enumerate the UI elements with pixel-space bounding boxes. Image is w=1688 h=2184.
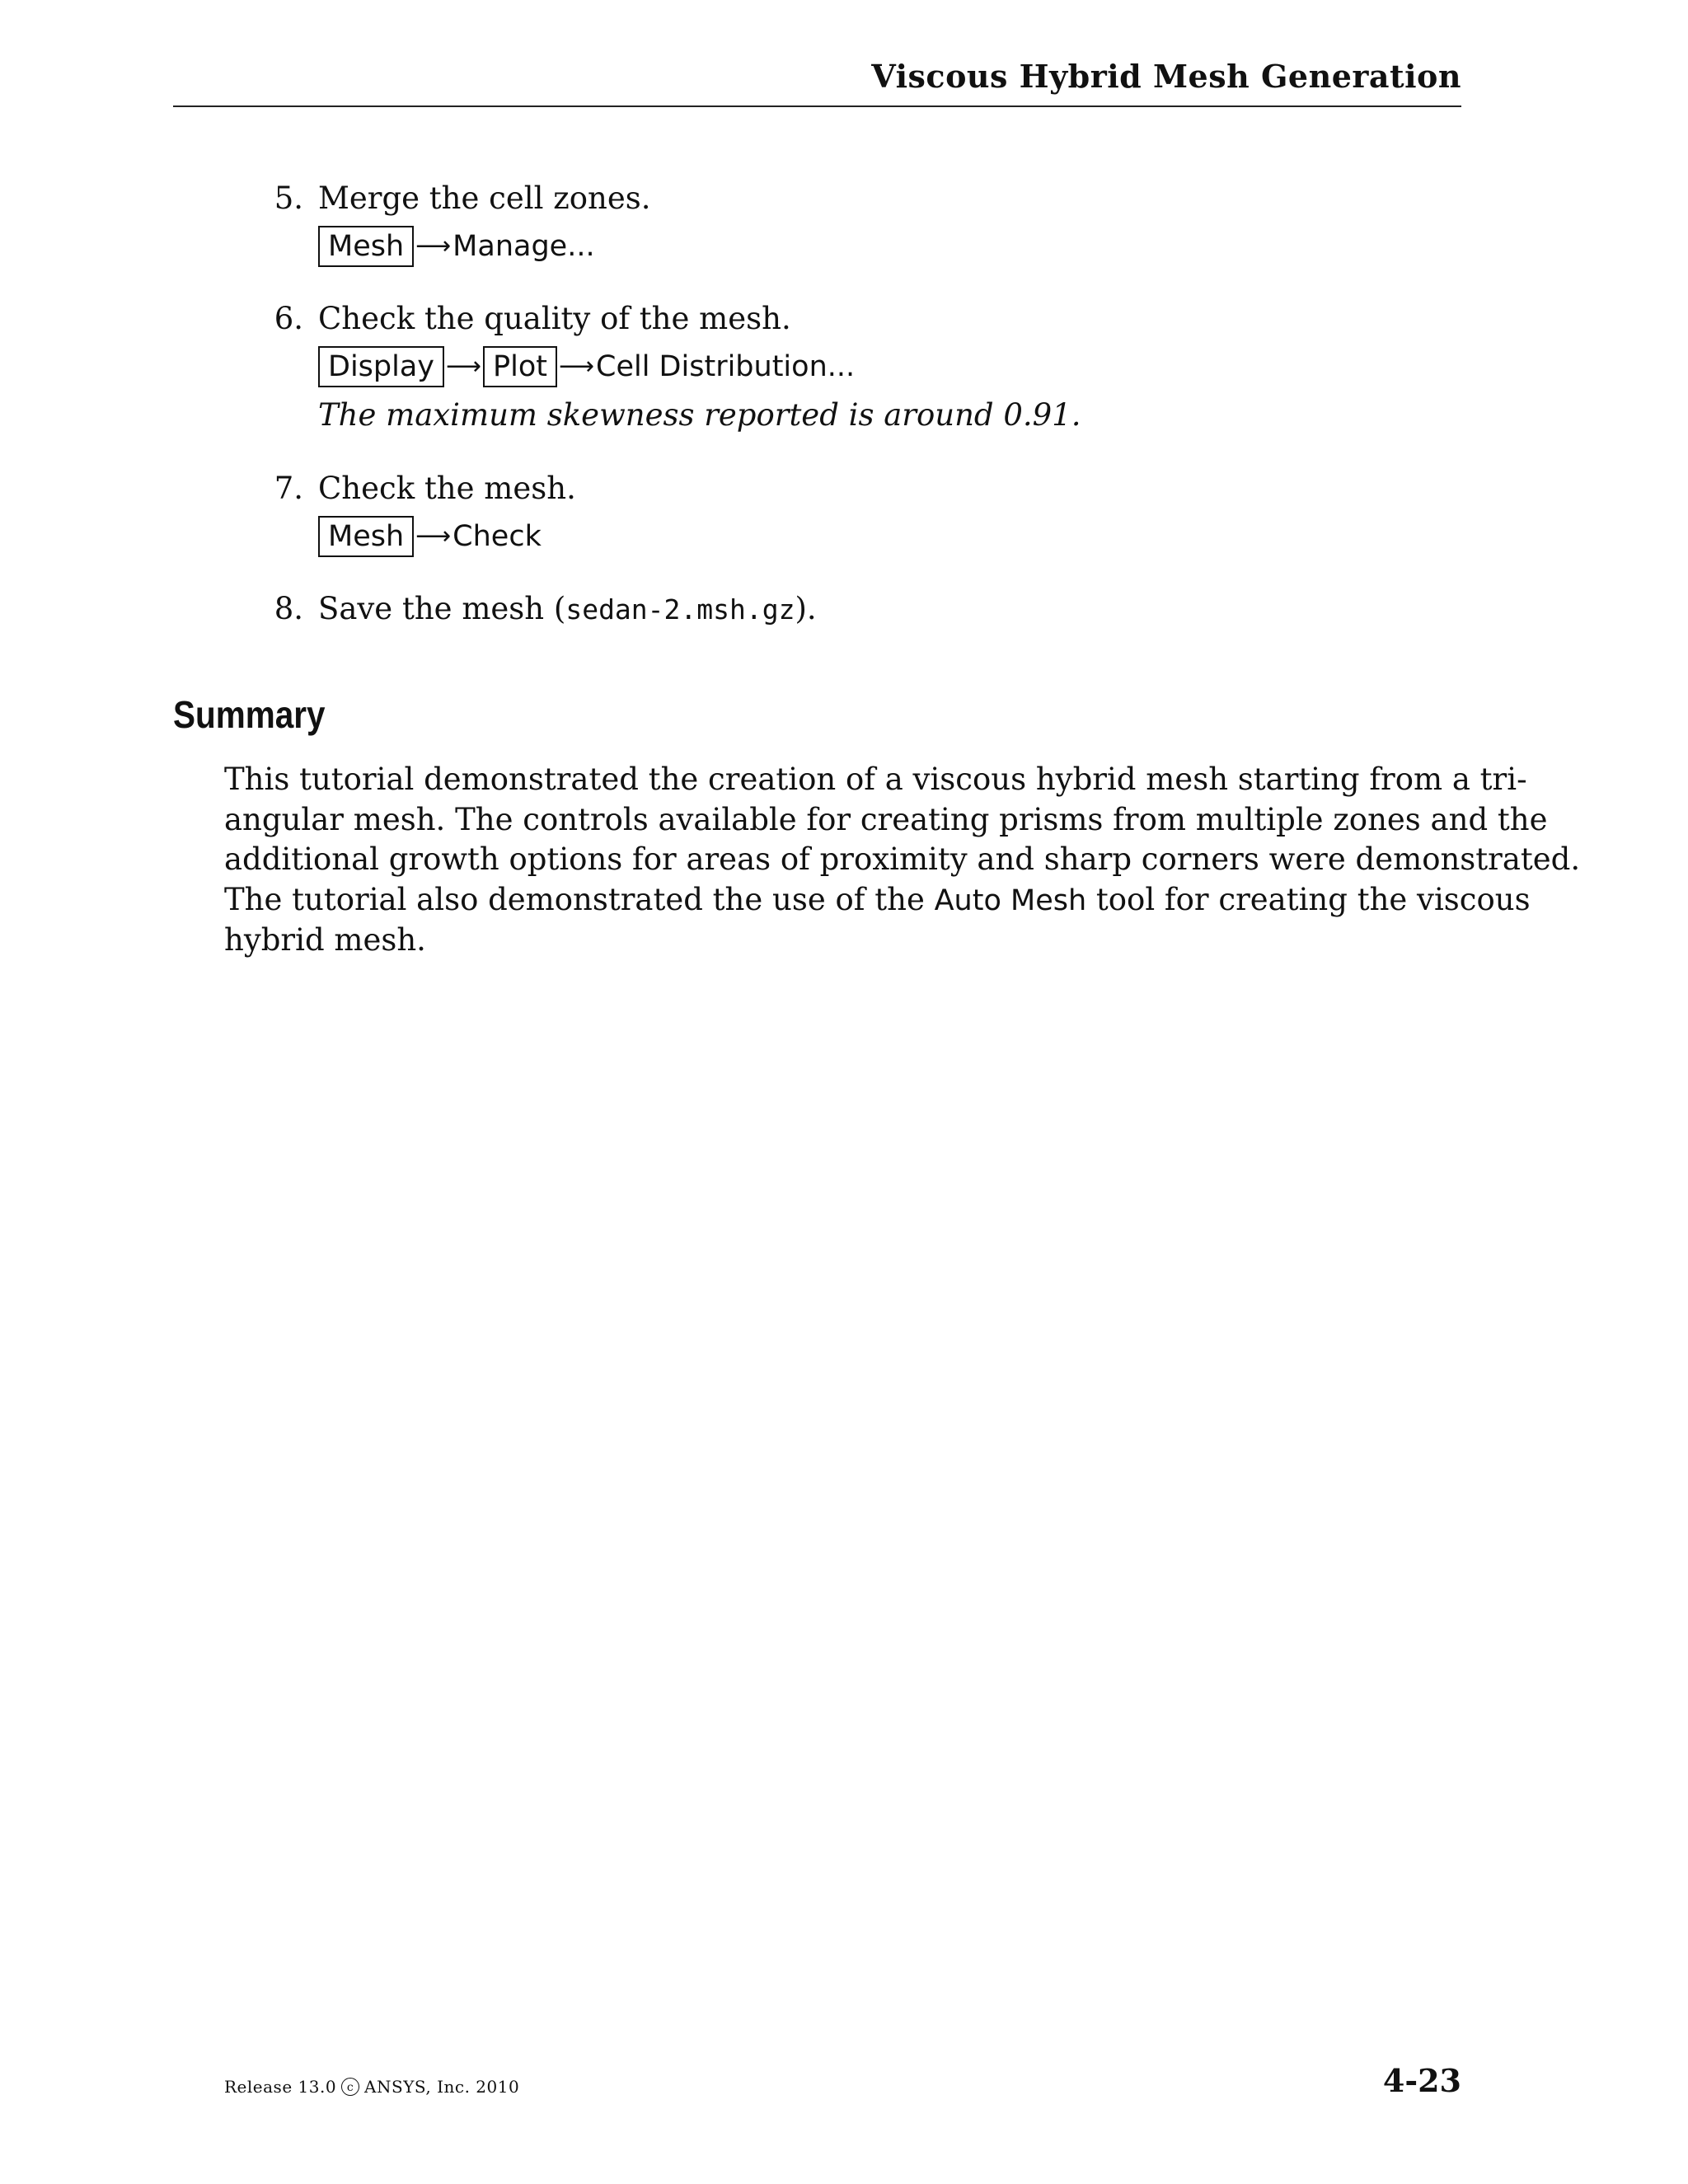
copyright-icon: c	[341, 2078, 359, 2096]
menu-display-button[interactable]: Display	[318, 346, 444, 387]
step-8	[262, 585, 1461, 634]
summary-line	[224, 880, 1531, 921]
running-header-title: Viscous Hybrid Mesh Generation	[871, 58, 1461, 95]
menu-mesh-button[interactable]: Mesh	[318, 226, 414, 267]
menu-path	[303, 223, 1461, 270]
summary-line: hybrid mesh.	[224, 922, 426, 958]
skewness-note: The maximum skewness reported is around 0.91.	[318, 397, 1081, 433]
arrow-icon: ⟶	[415, 232, 452, 260]
step-6	[262, 295, 1461, 440]
arrow-icon: ⟶	[446, 352, 482, 381]
menu-item-cell-distribution[interactable]: Cell Distribution...	[596, 350, 856, 383]
summary-line: additional growth options for areas of proximity and sharp corners were demonstrated.	[224, 841, 1581, 877]
section-heading-summary: Summary	[173, 693, 326, 736]
step-5	[262, 175, 1461, 270]
step-number: 8.	[274, 591, 303, 626]
summary-line: This tutorial demonstrated the creation of a viscous hybrid mesh starting from a tri-	[224, 762, 1527, 797]
menu-item-check[interactable]: Check	[452, 520, 542, 553]
step-text: Merge the cell zones.	[318, 180, 651, 216]
menu-plot-button[interactable]: Plot	[483, 346, 557, 387]
auto-mesh-tool-name: Auto Mesh	[934, 883, 1087, 917]
summary-paragraph	[224, 760, 1581, 961]
release-text: Release 13.0	[224, 2077, 337, 2097]
steps-list	[262, 175, 1461, 658]
step-number: 6.	[274, 301, 303, 336]
company-text: ANSYS, Inc. 2010	[364, 2077, 520, 2097]
step-text: Save the mesh (	[318, 591, 566, 626]
arrow-icon: ⟶	[415, 522, 452, 551]
menu-path	[303, 343, 1461, 391]
page-number: 4-23	[1382, 2062, 1461, 2099]
summary-text: tool for creating the viscous	[1086, 881, 1531, 917]
step-text-end: ).	[795, 591, 817, 626]
summary-text: The tutorial also demonstrated the use of the	[224, 881, 935, 917]
header-rule	[173, 105, 1461, 107]
step-7	[262, 465, 1461, 560]
menu-mesh-button[interactable]: Mesh	[318, 516, 414, 557]
menu-path	[303, 513, 1461, 560]
step-text: Check the quality of the mesh.	[318, 301, 791, 336]
arrow-icon: ⟶	[559, 352, 595, 381]
summary-line: angular mesh. The controls available for creating prisms from multiple zones and the	[224, 801, 1548, 837]
footer-release	[224, 2077, 519, 2097]
filename: sedan-2.msh.gz	[565, 593, 795, 626]
step-text: Check the mesh.	[318, 471, 576, 506]
menu-item-manage[interactable]: Manage...	[452, 230, 595, 263]
step-number: 5.	[274, 180, 303, 216]
step-number: 7.	[274, 471, 303, 506]
